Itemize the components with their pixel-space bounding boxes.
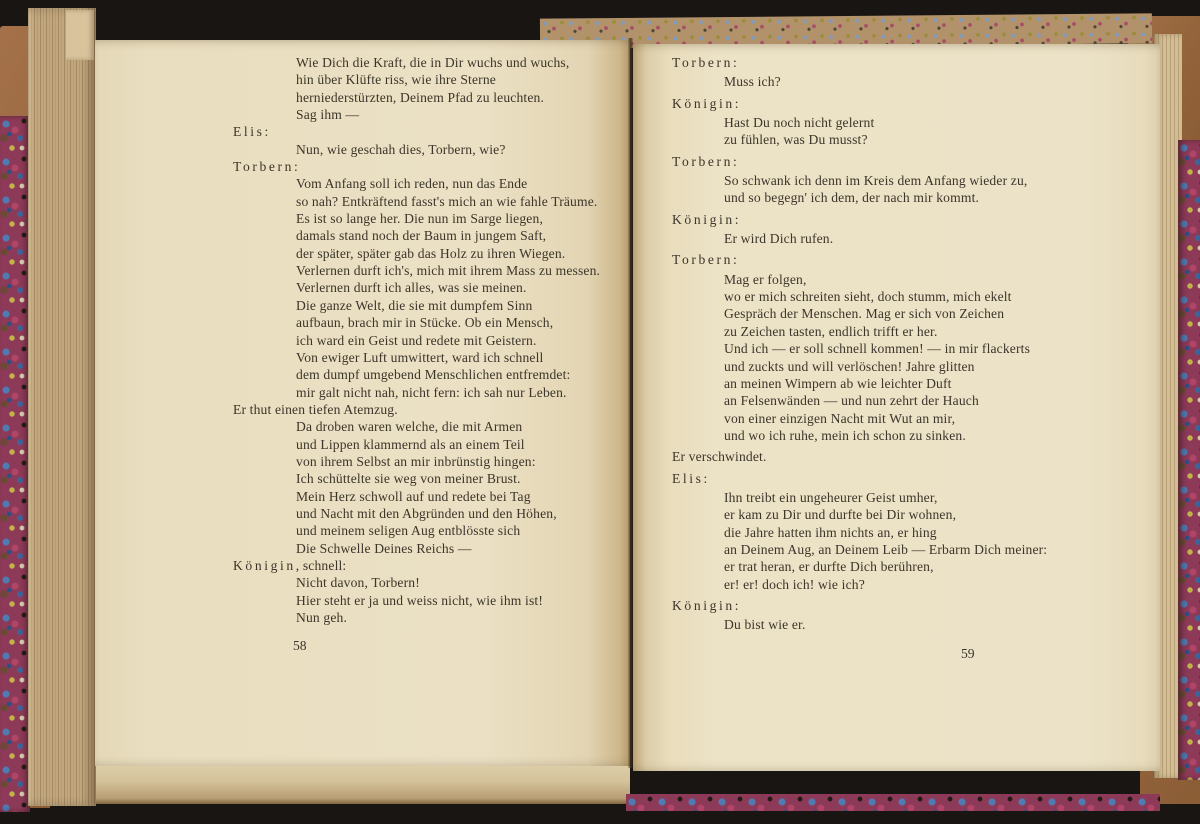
speaker-label: Königin: <box>672 95 742 111</box>
dialogue-line: wo er mich schreiten sieht, doch stumm, mich ekelt <box>724 289 1012 305</box>
dialogue-line: Muss ich? <box>724 74 781 90</box>
page-number-right: 59 <box>961 646 975 661</box>
under-page-edge-right <box>634 770 1158 797</box>
dialogue-line: Nun geh. <box>296 610 348 625</box>
speaker-label: Königin: <box>672 597 742 613</box>
dialogue-line: dem dumpf umgebend Menschlichen entfremdet: <box>296 367 571 383</box>
dialogue-line: hin über Klüfte riss, wie ihre Sterne <box>296 72 496 88</box>
dialogue-line: Nicht davon, Torbern! <box>296 575 420 591</box>
dialogue-line: von einer einzigen Nacht mit Wut an mir, <box>724 410 956 426</box>
dialogue-line: und meinem seligen Aug entblösste sich <box>296 523 521 539</box>
speaker-label: Elis: <box>672 470 710 486</box>
dialogue-line: er! er! doch ich! wie ich? <box>724 576 865 592</box>
dialogue-line: Verlernen durft ich's, mich mit ihrem Mass zu messen. <box>296 263 601 279</box>
dialogue-line: herniederstürzten, Deinem Pfad zu leuchten. <box>296 89 545 105</box>
speaker-label: Königin: <box>672 211 742 227</box>
speaker-label: Königin, schnell: <box>233 557 347 573</box>
speaker-label: Torbern: <box>672 153 740 169</box>
dialogue-line: und zuckts und will verlöschen! Jahre glitten <box>724 358 975 374</box>
marbled-bottom-edge <box>626 794 1160 811</box>
dialogue-line: und Nacht mit den Abgründen und den Höhen, <box>296 505 557 521</box>
left-page-text <box>233 54 628 626</box>
book-page-right <box>633 44 1160 771</box>
dialogue-line: Die Schwelle Deines Reichs — <box>296 540 472 556</box>
dialogue-line: damals stand noch der Baum in jungem Saft, <box>296 228 547 244</box>
dialogue-line: er kam zu Dir und durfte bei Dir wohnen, <box>724 507 957 523</box>
dialogue-line: ich ward ein Geist und redete mit Geistern. <box>296 332 537 348</box>
speaker-label: Torbern: <box>672 55 740 70</box>
book-page-left <box>95 40 630 766</box>
stage-direction: Er thut einen tiefen Atemzug. <box>233 401 398 417</box>
speaker-label: Torbern: <box>672 252 740 268</box>
dialogue-line: die Jahre hatten ihm nichts an, er hing <box>724 524 937 540</box>
speaker-label: Elis: <box>233 124 271 140</box>
dialogue-line: der später, später gab das Holz zu ihren Wiegen. <box>296 245 566 261</box>
dialogue-line: So schwank ich denn im Kreis dem Anfang wieder zu, <box>724 173 1028 189</box>
stage-direction: Er verschwindet. <box>672 449 767 465</box>
book-gutter <box>628 38 633 768</box>
dialogue-line: an meinen Wimpern ab wie leichter Duft <box>724 375 952 391</box>
dialogue-line: Mag er folgen, <box>724 271 807 287</box>
dialogue-line: Nun, wie geschah dies, Torbern, wie? <box>296 141 506 157</box>
dialogue-line: Verlernen durft ich alles, was sie meinen. <box>296 280 527 296</box>
page-edges-stack-left <box>28 8 96 806</box>
dialogue-line: Ich schüttelte sie weg von meiner Brust. <box>296 471 521 487</box>
dialogue-line: Und ich — er soll schnell kommen! — in mir flackerts <box>724 341 1031 357</box>
dialogue-line: Ihn treibt ein ungeheurer Geist umher, <box>724 489 938 505</box>
dialogue-line: und wo ich ruhe, mein ich schon zu sinken. <box>724 427 966 443</box>
speaker-label: Torbern: <box>233 159 301 175</box>
dialogue-line: Mein Herz schwoll auf und redete bei Tag <box>296 488 531 504</box>
dialogue-line: zu fühlen, was Du musst? <box>724 132 868 148</box>
marbled-endpaper-right <box>1178 140 1200 780</box>
dialogue-line: Vom Anfang soll ich reden, nun das Ende <box>296 176 528 192</box>
dialogue-line: zu Zeichen tasten, endlich trifft er her. <box>724 323 938 339</box>
dialogue-line: Wie Dich die Kraft, die in Dir wuchs und wuchs, <box>296 55 570 70</box>
dialogue-line: Er wird Dich rufen. <box>724 231 834 247</box>
dialogue-line: Da droben waren welche, die mit Armen <box>296 419 523 435</box>
dialogue-line: so nah? Entkräftend fasst's mich an wie fahle Träume. <box>296 193 598 209</box>
dialogue-line: Die ganze Welt, die sie mit dumpfem Sinn <box>296 297 533 313</box>
dialogue-line: und Lippen klammernd als an einem Teil <box>296 436 525 452</box>
dialogue-line: Hier steht er ja und weiss nicht, wie ihm ist! <box>296 592 544 608</box>
dialogue-line: und so begegn' ich dem, der nach mir kommt. <box>724 190 980 206</box>
dialogue-line: Es ist so lange her. Die nun im Sarge liegen, <box>296 211 543 227</box>
dialogue-line: von ihrem Selbst an mir inbrünstig hingen: <box>296 453 536 469</box>
dialogue-line: aufbaun, brach mir in Stücke. Ob ein Mensch, <box>296 315 554 331</box>
dialogue-line: an Felsenwänden — und nun zehrt der Hauch <box>724 393 979 409</box>
dialogue-line: an Deinem Aug, an Deinem Leib — Erbarm Dich meiner: <box>724 541 1048 557</box>
page-edges-top-tab <box>66 10 94 60</box>
dialogue-line: mir galt nicht nah, nicht fern: ich sah nur Leben. <box>296 384 567 400</box>
dialogue-line: Gespräch der Menschen. Mag er sich von Zeichen <box>724 306 1005 322</box>
dialogue-line: er trat heran, er durfte Dich berühren, <box>724 559 934 575</box>
dialogue-line: Hast Du noch nicht gelernt <box>724 115 875 131</box>
under-page-edge-left <box>96 765 630 804</box>
dialogue-line: Von ewiger Luft umwittert, ward ich schnell <box>296 349 544 365</box>
dialogue-line: Sag ihm — <box>296 107 360 123</box>
dialogue-line: Du bist wie er. <box>724 617 806 633</box>
right-page-text <box>672 54 1152 634</box>
page-number-left: 58 <box>293 638 307 653</box>
marbled-endpaper-left <box>0 116 30 812</box>
